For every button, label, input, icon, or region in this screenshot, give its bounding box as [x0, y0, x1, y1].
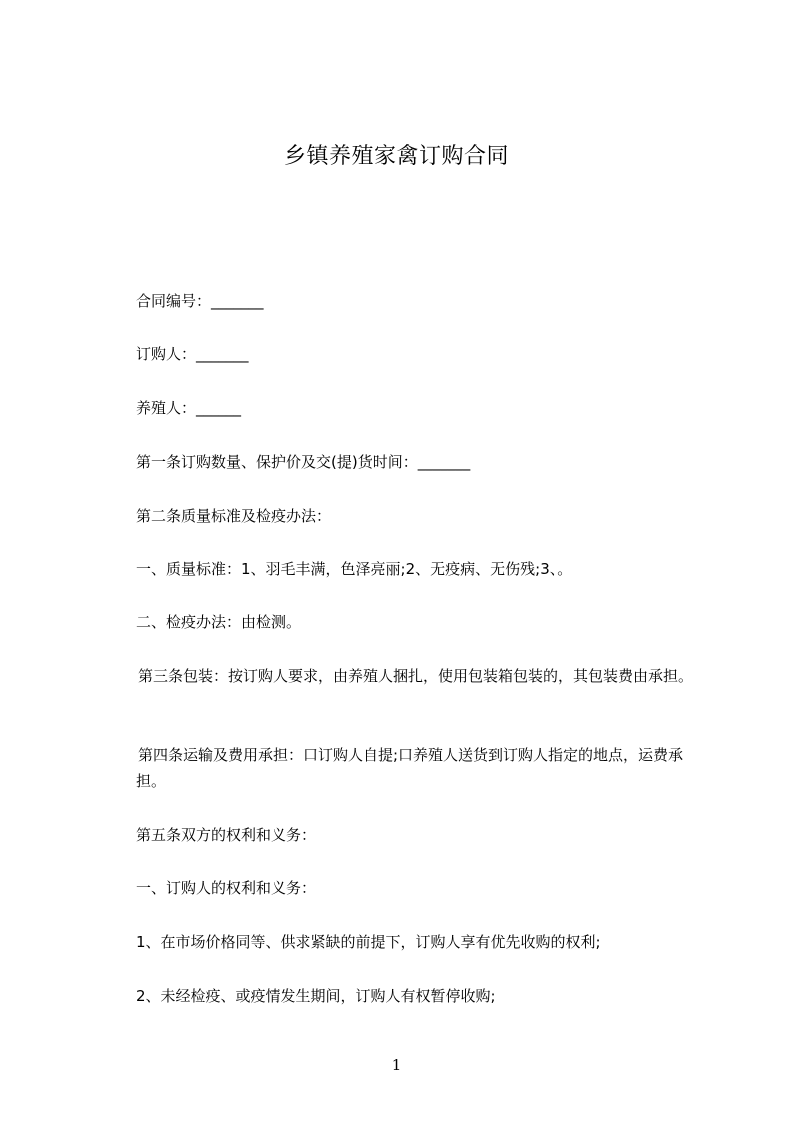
document-title: 乡镇养殖家禽订购合同: [283, 144, 509, 169]
article-5-heading: 第五条双方的权利和义务：: [136, 826, 317, 844]
page-number: 1: [391, 1056, 402, 1074]
article-4-transport: 第四条运输及费用承担：口订购人自提;口养殖人送货到订购人指定的地点，运费承担。: [136, 746, 684, 790]
article-1-heading: 第一条订购数量、保护价及交(提)货时间：_______: [136, 453, 471, 471]
article-2-heading: 第二条质量标准及检疫办法：: [136, 507, 332, 525]
buyer-right-1: 1、在市场价格同等、供求紧缺的前提下，订购人享有优先收购的权利;: [136, 933, 601, 951]
contract-number-line: 合同编号：_______: [136, 292, 264, 310]
breeder-line: 养殖人：______: [136, 399, 242, 417]
buyer-line: 订购人：_______: [136, 345, 249, 363]
quality-standard-clause: 一、质量标准：1、羽毛丰满，色泽亮丽;2、无疫病、无伤残;3、。: [136, 560, 573, 578]
article-3-packaging: 第三条包装：按订购人要求，由养殖人捆扎，使用包装箱包装的，其包装费由承担。: [138, 667, 694, 685]
quarantine-method-clause: 二、检疫办法：由检测。: [136, 613, 302, 631]
buyer-rights-heading: 一、订购人的权利和义务：: [136, 879, 317, 897]
buyer-right-2: 2、未经检疫、或疫情发生期间，订购人有权暂停收购;: [136, 987, 496, 1005]
